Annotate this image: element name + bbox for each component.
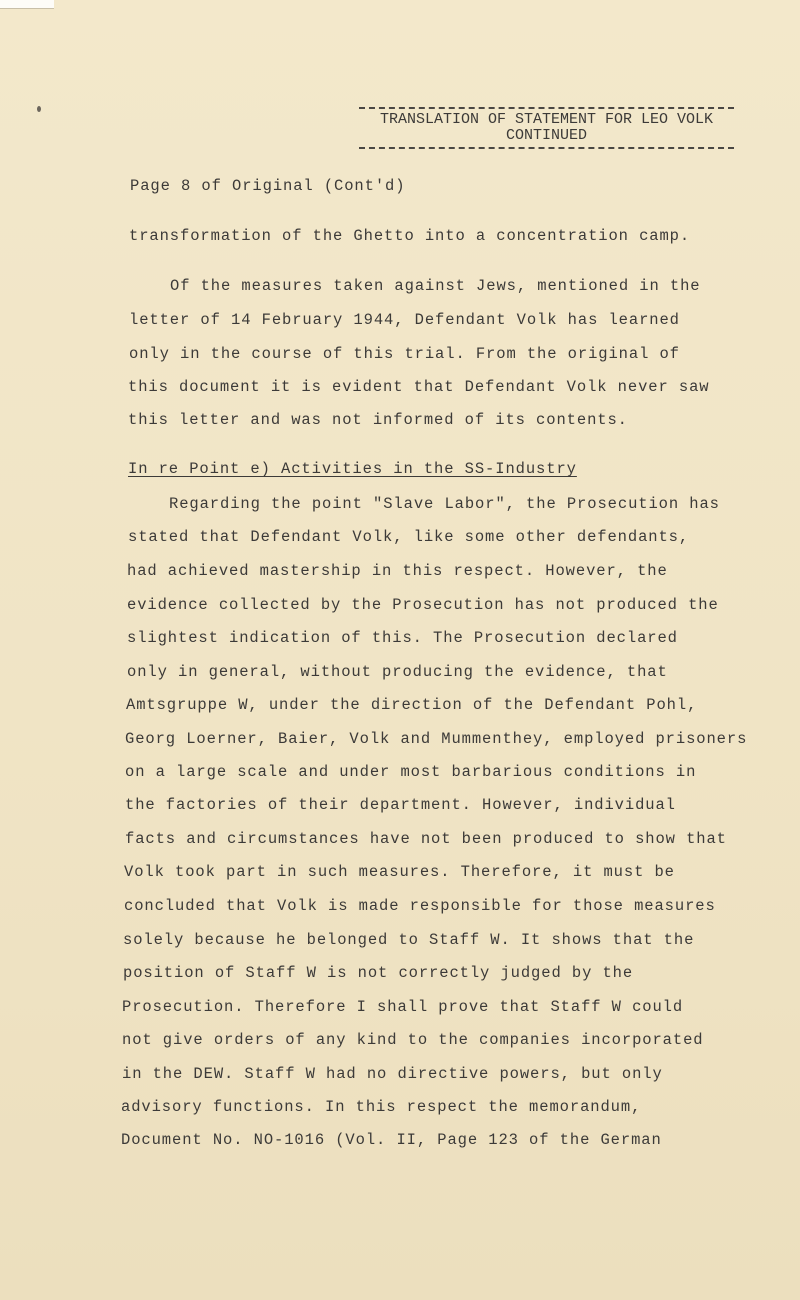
paper-corner-tab xyxy=(0,0,54,9)
para3-line-2: stated that Defendant Volk, like some other defendants, xyxy=(128,528,690,546)
para3-line-15: position of Staff W is not correctly judged by the xyxy=(123,964,634,982)
para3-line-13: concluded that Volk is made responsible for those measures xyxy=(124,897,716,915)
para3-line-8: Georg Loerner, Baier, Volk and Mummenthey, employed prisoners xyxy=(125,730,748,748)
section-heading: In re Point e) Activities in the SS-Industry xyxy=(128,460,577,478)
para3-line-20: Document No. NO-1016 (Vol. II, Page 123 of the German xyxy=(121,1131,662,1149)
header-continued: CONTINUED xyxy=(505,127,587,144)
para3-line-7: Amtsgruppe W, under the direction of the Defendant Pohl, xyxy=(126,696,698,714)
ink-speck xyxy=(37,106,41,112)
para3-line-1: Regarding the point "Slave Labor", the Prosecution has xyxy=(169,495,720,513)
para2-line-2: letter of 14 February 1944, Defendant Volk has learned xyxy=(129,311,680,329)
para3-line-16: Prosecution. Therefore I shall prove that Staff W could xyxy=(122,998,684,1016)
para3-line-18: in the DEW. Staff W had no directive powers, but only xyxy=(122,1065,663,1083)
para3-line-6: only in general, without producing the evidence, that xyxy=(127,663,668,681)
header-title: TRANSLATION OF STATEMENT FOR LEO VOLK xyxy=(379,111,714,128)
para3-line-14: solely because he belonged to Staff W. It shows that the xyxy=(123,931,695,949)
para3-line-11: facts and circumstances have not been produced to show that xyxy=(125,830,727,848)
para3-line-19: advisory functions. In this respect the memorandum, xyxy=(121,1098,642,1116)
para2-line-3: only in the course of this trial. From the original of xyxy=(129,345,680,363)
para2-line-1: Of the measures taken against Jews, mentioned in the xyxy=(170,277,701,295)
para3-line-9: on a large scale and under most barbarious conditions in xyxy=(125,763,697,781)
translation-header xyxy=(359,107,734,149)
para1-line-1: transformation of the Ghetto into a concentration camp. xyxy=(129,227,691,245)
para3-line-3: had achieved mastership in this respect. However, the xyxy=(127,562,668,580)
para3-line-5: slightest indication of this. The Prosecution declared xyxy=(127,629,678,647)
para2-line-5: this letter and was not informed of its contents. xyxy=(128,411,628,429)
para3-line-17: not give orders of any kind to the companies incorporated xyxy=(122,1031,704,1049)
para3-line-12: Volk took part in such measures. Therefore, it must be xyxy=(124,863,675,881)
para2-line-4: this document it is evident that Defendant Volk never saw xyxy=(128,378,710,396)
para3-line-10: the factories of their department. However, individual xyxy=(125,796,676,814)
page-reference: Page 8 of Original (Cont'd) xyxy=(130,177,406,195)
para3-line-4: evidence collected by the Prosecution has not produced the xyxy=(127,596,719,614)
